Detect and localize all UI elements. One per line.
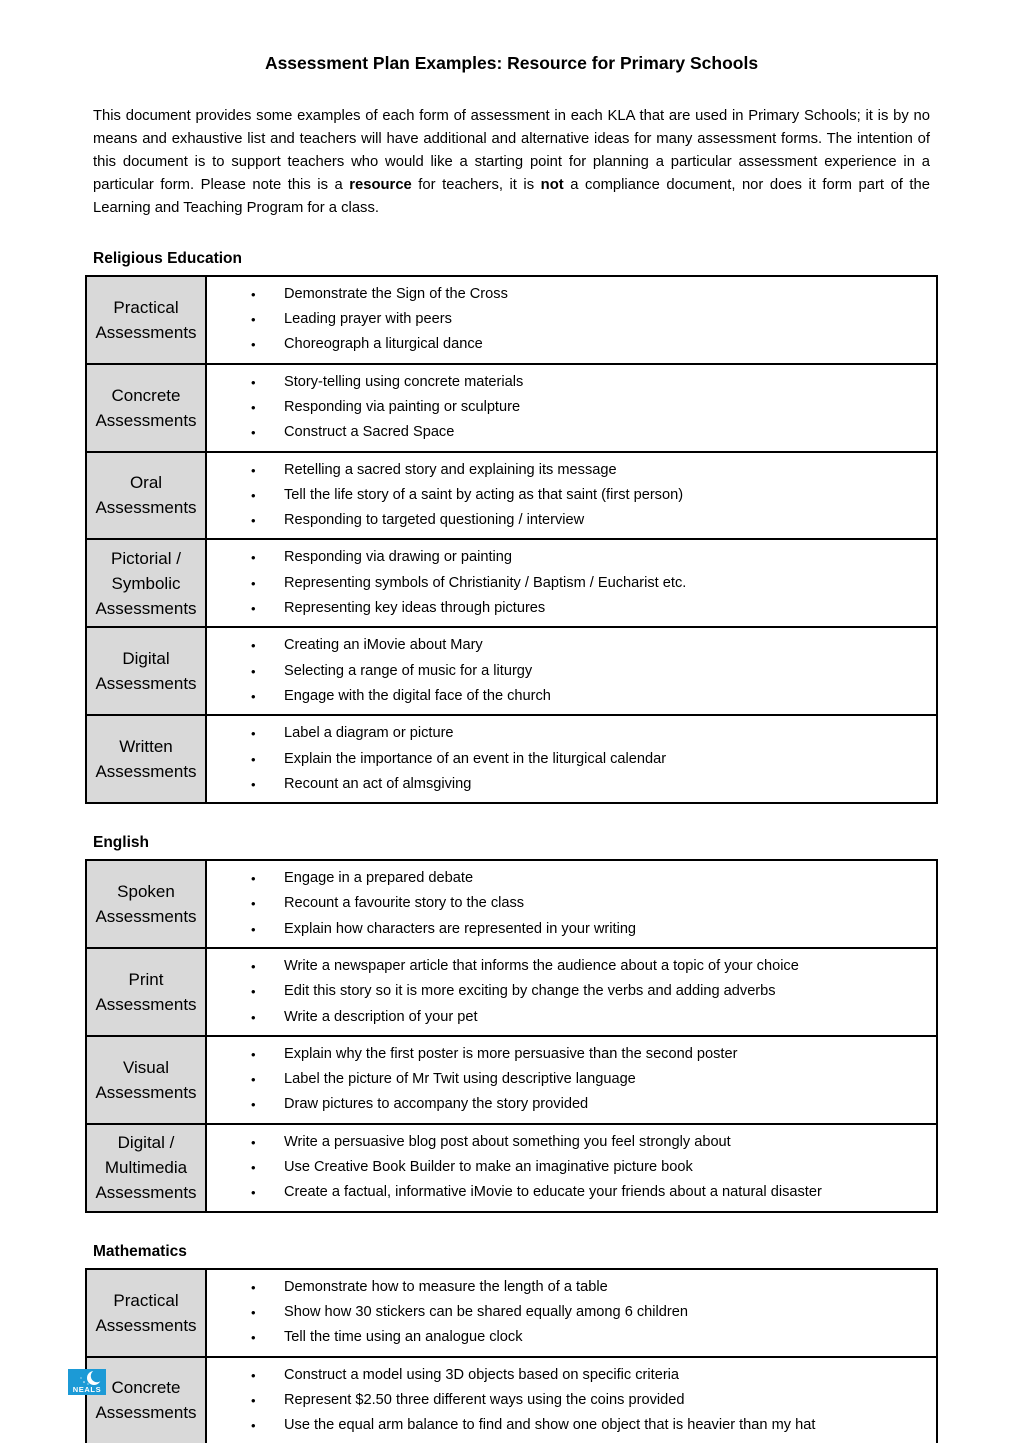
assessment-items-list bbox=[207, 1358, 936, 1443]
assessment-item: • Responding via drawing or painting bbox=[251, 545, 928, 570]
row-label: Concrete Assessments bbox=[86, 364, 206, 452]
row-items-cell bbox=[206, 452, 937, 540]
row-label: Oral Assessments bbox=[86, 452, 206, 540]
assessment-item: • Leading prayer with peers bbox=[251, 307, 928, 332]
assessment-table bbox=[85, 275, 938, 804]
row-items-cell bbox=[206, 860, 937, 948]
intro-bold-resource: resource bbox=[349, 176, 412, 193]
assessment-items-list bbox=[207, 628, 936, 714]
sections-container bbox=[93, 250, 930, 1443]
assessment-items-list bbox=[207, 861, 936, 947]
intro-paragraph bbox=[93, 105, 930, 220]
row-label: Practical Assessments bbox=[86, 1269, 206, 1357]
assessment-table bbox=[85, 859, 938, 1213]
neals-logo-graphic bbox=[68, 1369, 106, 1395]
assessment-item: • Explain the importance of an event in the liturgical calendar bbox=[251, 747, 928, 772]
table-row bbox=[86, 860, 937, 948]
assessment-item: • Recount an act of almsgiving bbox=[251, 772, 928, 797]
section-heading: Mathematics bbox=[93, 1242, 187, 1260]
row-items-cell bbox=[206, 948, 937, 1036]
assessment-item: • Representing symbols of Christianity / Baptism / Eucharist etc. bbox=[251, 571, 928, 596]
assessment-item: • Show how 30 stickers can be shared equally among 6 children bbox=[251, 1300, 928, 1325]
assessment-item: • Engage in a prepared debate bbox=[251, 866, 928, 891]
assessment-item: • Responding to targeted questioning / interview bbox=[251, 508, 928, 533]
assessment-item: • Responding via painting or sculpture bbox=[251, 395, 928, 420]
table-row bbox=[86, 452, 937, 540]
assessment-item: • Explain why the first poster is more persuasive than the second poster bbox=[251, 1042, 928, 1067]
table-row bbox=[86, 1124, 937, 1212]
row-items-cell bbox=[206, 715, 937, 803]
assessment-table bbox=[85, 1268, 938, 1443]
assessment-item: • Creating an iMovie about Mary bbox=[251, 633, 928, 658]
assessment-items-list bbox=[207, 277, 936, 363]
assessment-items-list bbox=[207, 365, 936, 451]
table-row bbox=[86, 715, 937, 803]
table-row bbox=[86, 1036, 937, 1124]
assessment-item: • Selecting a range of music for a liturgy bbox=[251, 659, 928, 684]
table-row bbox=[86, 364, 937, 452]
assessment-items-list bbox=[207, 453, 936, 539]
row-items-cell bbox=[206, 1357, 937, 1443]
assessment-item: • Use the equal arm balance to find and show one object that is heavier than my hat bbox=[251, 1413, 928, 1438]
assessment-section bbox=[93, 834, 930, 1213]
assessment-item: • Story-telling using concrete materials bbox=[251, 370, 928, 395]
assessment-item: • Representing key ideas through pictures bbox=[251, 596, 928, 621]
row-label: Print Assessments bbox=[86, 948, 206, 1036]
row-items-cell bbox=[206, 276, 937, 364]
row-label: Digital / Multimedia Assessments bbox=[86, 1124, 206, 1212]
assessment-item: • Use Creative Book Builder to make an imaginative picture book bbox=[251, 1155, 928, 1180]
row-label: Written Assessments bbox=[86, 715, 206, 803]
row-items-cell bbox=[206, 364, 937, 452]
assessment-item: • Write a description of your pet bbox=[251, 1005, 928, 1030]
table-row bbox=[86, 276, 937, 364]
table-row bbox=[86, 948, 937, 1036]
assessment-items-list bbox=[207, 540, 936, 626]
neals-logo bbox=[68, 1369, 106, 1395]
assessment-item: • Label a diagram or picture bbox=[251, 721, 928, 746]
assessment-item: • Represent $2.50 three different ways using the coins provided bbox=[251, 1388, 928, 1413]
assessment-item: • Construct a Sacred Space bbox=[251, 420, 928, 445]
assessment-item: • Tell the time using an analogue clock bbox=[251, 1325, 928, 1350]
assessment-item: • Write a persuasive blog post about something you feel strongly about bbox=[251, 1130, 928, 1155]
table-row bbox=[86, 627, 937, 715]
row-label: Concrete Assessments bbox=[86, 1357, 206, 1443]
assessment-item: • Tell the life story of a saint by acting as that saint (first person) bbox=[251, 483, 928, 508]
intro-bold-not: not bbox=[540, 176, 564, 193]
row-label: Visual Assessments bbox=[86, 1036, 206, 1124]
assessment-items-list bbox=[207, 949, 936, 1035]
assessment-item: • Recount a favourite story to the class bbox=[251, 891, 928, 916]
intro-text-1: This document provides some examples of each form of assessment in each KLA that are used in Primary Schools; it is by no means and exhaustive list and teachers will have additional and alternative ideas for many assessment forms. The intention of this document is to support teachers who would like a starting point for planning a particular assessment experience in a particular form. Please note this is a bbox=[93, 107, 930, 193]
row-items-cell bbox=[206, 1124, 937, 1212]
assessment-item: • Choreograph a liturgical dance bbox=[251, 332, 928, 357]
row-items-cell bbox=[206, 1036, 937, 1124]
row-label: Digital Assessments bbox=[86, 627, 206, 715]
assessment-items-list bbox=[207, 1125, 936, 1211]
assessment-item: • Edit this story so it is more exciting by change the verbs and adding adverbs bbox=[251, 979, 928, 1004]
page-title: Assessment Plan Examples: Resource for Primary Schools bbox=[264, 53, 759, 73]
table-row bbox=[86, 539, 937, 627]
intro-text-2: for teachers, it is bbox=[411, 176, 541, 193]
neals-logo-text: NEALS bbox=[72, 1385, 102, 1394]
assessment-item: • Create a factual, informative iMovie to educate your friends about a natural disaster bbox=[251, 1180, 928, 1205]
row-items-cell bbox=[206, 1269, 937, 1357]
assessment-item: • Explain how characters are represented in your writing bbox=[251, 917, 928, 942]
assessment-item: • Draw pictures to accompany the story provided bbox=[251, 1092, 928, 1117]
row-items-cell bbox=[206, 539, 937, 627]
document-content bbox=[93, 0, 930, 1443]
assessment-items-list bbox=[207, 716, 936, 802]
assessment-item: • Label the picture of Mr Twit using descriptive language bbox=[251, 1067, 928, 1092]
row-label: Spoken Assessments bbox=[86, 860, 206, 948]
section-heading: Religious Education bbox=[93, 249, 242, 267]
table-row bbox=[86, 1357, 937, 1443]
intro-text-3: a compliance document, nor does it form part of the Learning and Teaching Program for a class. bbox=[93, 176, 931, 216]
assessment-item: • Demonstrate the Sign of the Cross bbox=[251, 282, 928, 307]
assessment-section bbox=[93, 1243, 930, 1443]
row-items-cell bbox=[206, 627, 937, 715]
row-label: Practical Assessments bbox=[86, 276, 206, 364]
assessment-item: • Demonstrate how to measure the length of a table bbox=[251, 1275, 928, 1300]
row-label: Pictorial / Symbolic Assessments bbox=[86, 539, 206, 627]
table-row bbox=[86, 1269, 937, 1357]
assessment-item: • Engage with the digital face of the church bbox=[251, 684, 928, 709]
assessment-item: • Construct a model using 3D objects based on specific criteria bbox=[251, 1363, 928, 1388]
assessment-item: • Retelling a sacred story and explaining its message bbox=[251, 458, 928, 483]
assessment-section bbox=[93, 250, 930, 804]
assessment-item: • Write a newspaper article that informs the audience about a topic of your choice bbox=[251, 954, 928, 979]
assessment-items-list bbox=[207, 1037, 936, 1123]
section-heading: English bbox=[93, 834, 149, 852]
assessment-items-list bbox=[207, 1270, 936, 1356]
